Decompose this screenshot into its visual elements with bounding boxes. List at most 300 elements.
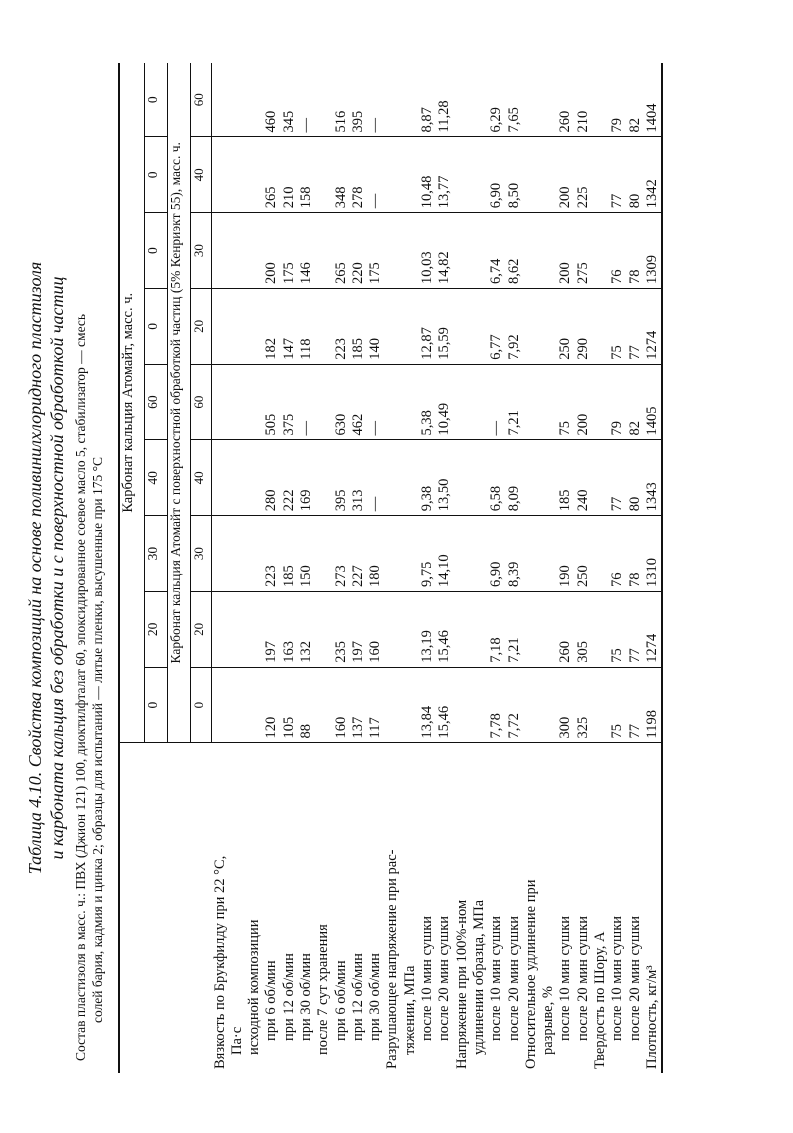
value-cell: 200 [263, 213, 280, 289]
value-cell: 82 [626, 118, 643, 133]
value-cell: — [367, 440, 384, 516]
value-cell [402, 667, 419, 743]
number-cell: 40 [191, 137, 212, 213]
table-row [298, 63, 315, 1073]
value-cell: 395 [349, 110, 366, 133]
value-cell: 313 [350, 440, 367, 516]
value-cell: 10,48 [419, 137, 436, 213]
value-cell [384, 364, 401, 440]
value-cell [592, 364, 609, 440]
row-label: после 20 мин сушки [436, 743, 453, 1073]
value-cell [523, 592, 540, 668]
value-cell: 10,49 [436, 364, 453, 440]
value-cell [315, 213, 332, 289]
value-cell: 1405 [644, 364, 662, 440]
value-cell [471, 213, 488, 289]
value-cell [523, 440, 540, 516]
value-cell: 280 [263, 440, 280, 516]
value-cell: 395 [333, 440, 350, 516]
value-cell: 375 [281, 364, 298, 440]
table-row [523, 63, 540, 1073]
number-cell: 0 [191, 667, 212, 743]
table-row [281, 63, 298, 1073]
row-label: при 6 об/мин [263, 743, 280, 1073]
value-cell [540, 213, 557, 289]
row-label: разрыве, % [540, 743, 557, 1073]
value-cell: 462 [350, 364, 367, 440]
value-cell [315, 440, 332, 516]
table-row [384, 63, 401, 1073]
row-label: после 20 мин сушки [575, 743, 592, 1073]
value-cell: 505 [263, 364, 280, 440]
table-row [506, 63, 523, 1073]
value-cell: 227 [350, 516, 367, 592]
value-cell: 6,74 [488, 213, 505, 289]
loading-cell: 20 [145, 592, 168, 668]
value-cell [402, 364, 419, 440]
value-cell: 160 [367, 592, 384, 668]
value-cell [540, 440, 557, 516]
table-row [212, 63, 229, 1073]
loading-cell: 0 [145, 667, 168, 743]
value-cell: 75 [609, 667, 626, 743]
row-label: Плотность, кг/м³ [644, 743, 662, 1073]
value-cell: 7,78 [488, 667, 505, 743]
value-cell: 77 [627, 289, 644, 365]
value-cell: 11,28 [436, 100, 453, 133]
table-row [246, 63, 263, 1073]
value-cell: 185 [281, 516, 298, 592]
value-cell: 76 [609, 516, 626, 592]
value-cell: 160 [333, 667, 350, 743]
value-cell: 275 [575, 213, 592, 289]
value-cell [471, 137, 488, 213]
value-cell: 260 [557, 110, 574, 133]
row-label: при 12 об/мин [350, 743, 367, 1073]
value-cell [212, 63, 229, 137]
value-cell: 117 [367, 667, 384, 743]
number-cell: 20 [191, 592, 212, 668]
value-cell [246, 667, 263, 743]
value-cell [402, 516, 419, 592]
table-row [419, 63, 436, 1073]
value-cell [523, 137, 540, 213]
value-cell: 265 [333, 213, 350, 289]
value-cell [471, 592, 488, 668]
value-cell [540, 137, 557, 213]
loading-cell: 0 [145, 213, 168, 289]
value-cell: 273 [333, 516, 350, 592]
table-caption-line-2: и карбоната кальция без обработки и с поверхностной обработкой частиц [47, 276, 67, 860]
value-cell: 7,72 [506, 667, 523, 743]
value-cell [384, 137, 401, 213]
value-cell: 80 [627, 440, 644, 516]
value-cell: 182 [263, 289, 280, 365]
table-row [540, 63, 557, 1073]
row-label: при 30 об/мин [367, 743, 384, 1073]
value-cell [229, 516, 246, 592]
value-cell: 12,87 [419, 289, 436, 365]
value-cell [540, 592, 557, 668]
value-cell: 8,09 [506, 440, 523, 516]
value-cell: 75 [557, 364, 574, 440]
value-cell: 76 [609, 213, 626, 289]
value-cell [592, 440, 609, 516]
value-cell: 200 [557, 213, 574, 289]
value-cell [592, 667, 609, 743]
value-cell: 80 [627, 137, 644, 213]
value-cell: 1343 [644, 440, 662, 516]
value-cell: 8,39 [506, 516, 523, 592]
number-cell: 30 [191, 213, 212, 289]
value-cell [592, 213, 609, 289]
value-cell [471, 289, 488, 365]
value-cell: 132 [298, 592, 315, 668]
value-cell: 78 [627, 213, 644, 289]
value-cell [454, 364, 471, 440]
value-cell [454, 137, 471, 213]
value-cell [471, 364, 488, 440]
value-cell: 222 [281, 440, 298, 516]
value-cell: 1274 [644, 289, 662, 365]
value-cell: 190 [557, 516, 574, 592]
value-cell: 516 [332, 110, 349, 133]
value-cell [592, 289, 609, 365]
table-row [436, 63, 453, 1073]
value-cell [229, 592, 246, 668]
table-caption-line-1: Таблица 4.10. Свойства композиций на основе поливинилхлоридного пластизоля [25, 261, 45, 875]
value-cell [402, 289, 419, 365]
value-cell: 348 [333, 137, 350, 213]
value-cell: 250 [557, 289, 574, 365]
value-cell: 223 [263, 516, 280, 592]
table-row [454, 63, 471, 1073]
value-cell [454, 516, 471, 592]
value-cell [523, 213, 540, 289]
value-cell: 77 [627, 667, 644, 743]
value-cell: 140 [367, 289, 384, 365]
value-cell: 7,92 [506, 289, 523, 365]
value-cell [384, 213, 401, 289]
row-label: после 10 мин сушки [419, 743, 436, 1073]
row-label: при 30 об/мин [298, 743, 315, 1073]
value-cell: 235 [333, 592, 350, 668]
table-row [229, 63, 246, 1073]
value-cell [212, 440, 229, 516]
value-cell: — [367, 137, 384, 213]
value-cell [384, 592, 401, 668]
value-cell [592, 63, 609, 137]
value-cell [402, 213, 419, 289]
value-cell: 169 [298, 440, 315, 516]
filler-header: Карбонат кальция Атомайт, масс. ч. [119, 63, 145, 743]
value-cell [454, 592, 471, 668]
value-cell: 77 [627, 592, 644, 668]
value-cell: 137 [350, 667, 367, 743]
table-row [575, 63, 592, 1073]
value-cell [402, 137, 419, 213]
loading-cell: 40 [145, 440, 168, 516]
value-cell [540, 667, 557, 743]
row-label: исходной композиции [246, 743, 263, 1073]
value-cell: 163 [281, 592, 298, 668]
value-cell [523, 364, 540, 440]
value-cell [471, 667, 488, 743]
value-cell [471, 440, 488, 516]
value-cell: 6,29 [488, 107, 505, 133]
value-cell [454, 213, 471, 289]
value-cell [402, 592, 419, 668]
value-cell [454, 667, 471, 743]
value-cell: 240 [575, 440, 592, 516]
value-cell [384, 63, 401, 137]
value-cell: 77 [609, 137, 626, 213]
value-cell: 278 [350, 137, 367, 213]
table-row [367, 63, 384, 1073]
value-cell [523, 516, 540, 592]
value-cell [454, 63, 471, 137]
row-label: Вязкость по Брукфилду при 22 °С, [212, 743, 229, 1073]
value-cell [523, 63, 540, 137]
value-cell: 6,58 [488, 440, 505, 516]
table-row [263, 63, 280, 1073]
value-cell: 77 [609, 440, 626, 516]
value-cell: 13,77 [436, 137, 453, 213]
value-cell: — [367, 364, 384, 440]
value-cell [246, 213, 263, 289]
table-row [592, 63, 609, 1073]
value-cell: 146 [298, 213, 315, 289]
value-cell: 210 [281, 137, 298, 213]
value-cell [229, 364, 246, 440]
value-cell [246, 63, 263, 137]
value-cell [229, 63, 246, 137]
value-cell: 147 [281, 289, 298, 365]
loading-cell: 0 [145, 137, 168, 213]
number-cell: 30 [191, 516, 212, 592]
table-row [333, 63, 350, 1073]
value-cell: 175 [281, 213, 298, 289]
value-cell: 305 [575, 592, 592, 668]
value-cell: 8,62 [506, 213, 523, 289]
value-cell: 5,38 [419, 364, 436, 440]
value-cell: 460 [263, 110, 280, 133]
value-cell [454, 289, 471, 365]
table-body [212, 63, 663, 1073]
value-cell [540, 516, 557, 592]
value-cell: 14,10 [436, 516, 453, 592]
value-cell: 630 [333, 364, 350, 440]
property-column-header [119, 743, 212, 1073]
value-cell [315, 364, 332, 440]
value-cell: 6,90 [488, 516, 505, 592]
value-cell [246, 289, 263, 365]
value-cell: 290 [575, 289, 592, 365]
value-cell [229, 440, 246, 516]
value-cell: 150 [298, 516, 315, 592]
value-cell: 15,59 [436, 289, 453, 365]
value-cell: 8,87 [419, 107, 436, 133]
value-cell: 1404 [644, 63, 662, 137]
table-row [471, 63, 488, 1073]
value-cell [592, 516, 609, 592]
value-cell [384, 667, 401, 743]
value-cell: 6,90 [488, 137, 505, 213]
value-cell: 79 [609, 118, 626, 133]
value-cell: 325 [575, 667, 592, 743]
value-cell [592, 592, 609, 668]
value-cell: 75 [609, 289, 626, 365]
value-cell: 14,82 [436, 213, 453, 289]
value-cell: 13,84 [419, 667, 436, 743]
value-cell: 1274 [644, 592, 662, 668]
value-cell: 1309 [644, 213, 662, 289]
value-cell: 75 [609, 592, 626, 668]
value-cell: 250 [575, 516, 592, 592]
value-cell [212, 516, 229, 592]
value-cell [246, 440, 263, 516]
value-cell: 13,19 [419, 592, 436, 668]
value-cell [246, 516, 263, 592]
composition-note-line-2: солей бария, кадмия и цинка 2; образцы для испытаний — литые пленки, высушенные при 175 °С [90, 456, 105, 1023]
value-cell [402, 63, 419, 137]
value-cell: 223 [333, 289, 350, 365]
value-cell [229, 667, 246, 743]
value-cell [315, 516, 332, 592]
value-cell: 260 [557, 592, 574, 668]
value-cell [246, 364, 263, 440]
loading-cell: 0 [145, 63, 168, 137]
value-cell: — [297, 118, 314, 133]
value-cell [540, 364, 557, 440]
table-row [557, 63, 574, 1073]
value-cell: 200 [557, 137, 574, 213]
table-row [315, 63, 332, 1073]
number-cell: 60 [191, 63, 212, 137]
row-label: Па·с [229, 743, 246, 1073]
value-cell: 200 [575, 364, 592, 440]
value-cell [540, 289, 557, 365]
number-cell: 40 [191, 440, 212, 516]
value-cell [212, 213, 229, 289]
value-cell: 8,50 [506, 137, 523, 213]
value-cell [592, 137, 609, 213]
row-label: после 10 мин сушки [609, 743, 626, 1073]
value-cell: 1310 [644, 516, 662, 592]
number-cell: 60 [191, 364, 212, 440]
value-cell: 82 [627, 364, 644, 440]
number-cell: 20 [191, 289, 212, 365]
value-cell: 265 [263, 137, 280, 213]
value-cell: 15,46 [436, 667, 453, 743]
value-cell: 10,03 [419, 213, 436, 289]
value-cell: 185 [557, 440, 574, 516]
value-cell: 105 [281, 667, 298, 743]
value-cell [454, 440, 471, 516]
group-header: Карбонат кальция Атомайт с поверхностной обработкой частиц (5% Кенриэкт 55), масс. ч. [168, 63, 191, 743]
row-label: после 10 мин сушки [488, 743, 505, 1073]
value-cell: 300 [557, 667, 574, 743]
value-cell: — [488, 364, 505, 440]
value-cell [229, 137, 246, 213]
value-cell: 345 [280, 110, 297, 133]
loading-cell: 30 [145, 516, 168, 592]
loading-cell: 0 [145, 289, 168, 365]
value-cell [212, 364, 229, 440]
value-cell: 175 [367, 213, 384, 289]
value-cell: 15,46 [436, 592, 453, 668]
value-cell: 158 [298, 137, 315, 213]
value-cell [523, 289, 540, 365]
value-cell: 88 [298, 667, 315, 743]
value-cell: 13,50 [436, 440, 453, 516]
value-cell [471, 63, 488, 137]
value-cell: 7,18 [488, 592, 505, 668]
row-label: Твердость по Шору, А [592, 743, 609, 1073]
table-row [402, 63, 419, 1073]
value-cell: 9,75 [419, 516, 436, 592]
value-cell [384, 440, 401, 516]
row-label: Относительное удлинение при [523, 743, 540, 1073]
value-cell: 7,21 [506, 364, 523, 440]
value-cell [315, 592, 332, 668]
value-cell [384, 516, 401, 592]
composition-note-line-1: Состав пластизоля в масс. ч.: ПВХ (Джион 121) 100, диоктилфталат 60, эпоксидированное соевое масло 5, стабилизатор — смесь [73, 313, 88, 1061]
properties-table [118, 63, 663, 1073]
row-label: после 10 мин сушки [557, 743, 574, 1073]
value-cell [315, 63, 332, 137]
value-cell: 185 [350, 289, 367, 365]
value-cell [212, 289, 229, 365]
row-label: после 20 мин сушки [506, 743, 523, 1073]
value-cell [212, 667, 229, 743]
value-cell: 210 [574, 110, 591, 133]
row-label: тяжении, МПа [402, 743, 419, 1073]
table-row [488, 63, 505, 1073]
value-cell: — [298, 364, 315, 440]
value-cell [229, 289, 246, 365]
value-cell [384, 289, 401, 365]
value-cell: 1342 [644, 137, 662, 213]
value-cell: 78 [627, 516, 644, 592]
value-cell: 9,38 [419, 440, 436, 516]
value-cell: 225 [575, 137, 592, 213]
row-label: после 20 мин сушки [627, 743, 644, 1073]
value-cell [315, 137, 332, 213]
value-cell: 197 [350, 592, 367, 668]
value-cell: — [367, 118, 384, 133]
loading-cell: 60 [145, 364, 168, 440]
value-cell [402, 440, 419, 516]
table-row [609, 63, 626, 1073]
value-cell [315, 667, 332, 743]
value-cell [471, 516, 488, 592]
value-cell: 1198 [644, 667, 662, 743]
row-label: при 12 об/мин [281, 743, 298, 1073]
value-cell: 7,65 [505, 107, 522, 133]
table-row [644, 63, 662, 1073]
value-cell [246, 137, 263, 213]
row-label: при 6 об/мин [333, 743, 350, 1073]
value-cell [540, 63, 557, 137]
value-cell [246, 592, 263, 668]
value-cell: 7,21 [506, 592, 523, 668]
value-cell [212, 137, 229, 213]
value-cell [212, 592, 229, 668]
value-cell: 6,77 [488, 289, 505, 365]
value-cell [315, 289, 332, 365]
value-cell: 197 [263, 592, 280, 668]
